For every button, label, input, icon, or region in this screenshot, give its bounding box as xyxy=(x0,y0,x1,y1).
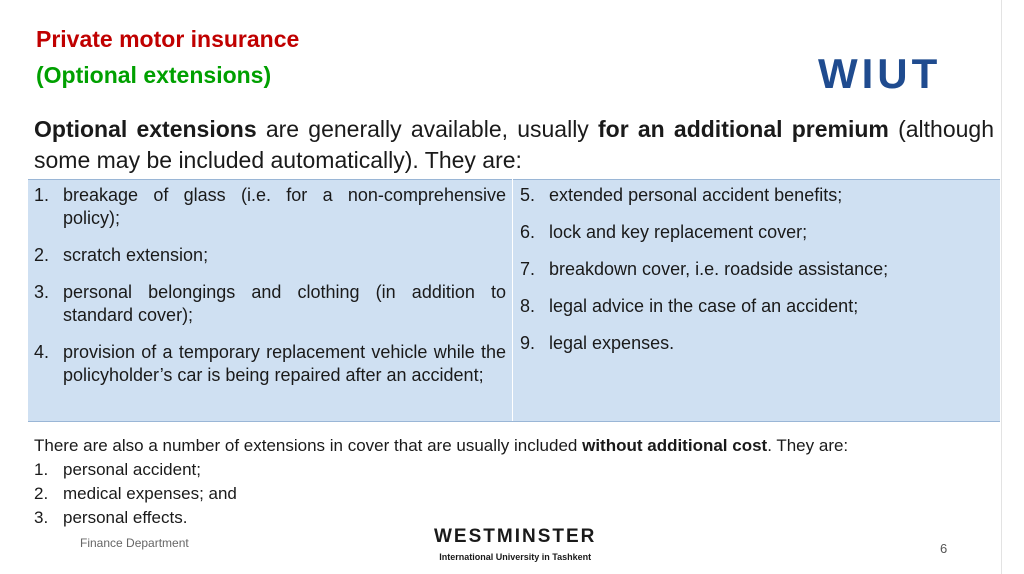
list-number: 1. xyxy=(34,185,50,205)
list-item xyxy=(520,221,990,244)
intro-text-1: are generally available, usually xyxy=(256,116,599,142)
list-number: 2. xyxy=(34,245,50,265)
westminster-logo xyxy=(434,527,596,563)
intro-paragraph xyxy=(34,114,994,176)
logo-line-1: WESTMINSTER xyxy=(434,526,597,547)
slide-right-border xyxy=(1001,0,1002,574)
page-number: 6 xyxy=(940,541,948,556)
list-number: 2. xyxy=(34,484,49,503)
list-number: 3. xyxy=(34,508,49,527)
list-item xyxy=(34,281,506,327)
list-item xyxy=(34,341,506,387)
slide-title: Private motor insurance xyxy=(36,26,300,52)
list-item xyxy=(34,482,994,506)
list-item xyxy=(34,458,994,482)
footer-department: Finance Department xyxy=(80,536,189,550)
list-number: 6. xyxy=(520,222,536,242)
list-number: 9. xyxy=(520,333,536,353)
list-text: breakdown cover, i.e. roadside assistance; xyxy=(549,259,889,279)
list-number: 5. xyxy=(520,185,536,205)
list-item xyxy=(520,258,990,281)
logo-line-2: International University in Tashkent xyxy=(439,552,592,562)
table-column-divider xyxy=(512,179,513,421)
list-text: extended personal accident benefits; xyxy=(549,185,843,205)
intro-bold-1: Optional extensions xyxy=(34,116,257,142)
outro-text-1: There are also a number of extensions in cover that are usually included xyxy=(34,436,583,455)
slide-subtitle: (Optional extensions) xyxy=(36,62,272,88)
intro-bold-2: for an additional premium xyxy=(598,116,889,142)
list-number: 7. xyxy=(520,259,536,279)
outro-bold: without additional cost xyxy=(582,436,768,455)
list-text: medical expenses; and xyxy=(63,484,237,503)
list-item xyxy=(520,184,990,207)
list-number: 8. xyxy=(520,296,536,316)
included-extensions xyxy=(34,434,994,530)
list-text: personal accident; xyxy=(63,460,201,479)
list-text: legal advice in the case of an accident; xyxy=(549,296,859,316)
list-text: personal belongings and clothing (in addition to standard cover); xyxy=(63,282,506,325)
outro-text-2: . They are: xyxy=(767,436,849,455)
extensions-right-column xyxy=(520,184,990,369)
list-number: 4. xyxy=(34,342,50,362)
list-item xyxy=(520,295,990,318)
intro-text-2: (although some may be included automatically). They are: xyxy=(34,116,994,173)
wiut-logo: WIUT xyxy=(818,50,942,97)
list-item xyxy=(520,332,990,355)
list-text: legal expenses. xyxy=(549,333,675,353)
list-text: lock and key replacement cover; xyxy=(549,222,808,242)
list-text: personal effects. xyxy=(63,508,188,527)
outro-paragraph xyxy=(34,434,994,458)
list-item xyxy=(34,184,506,230)
list-item xyxy=(34,244,506,267)
list-text: breakage of glass (i.e. for a non-comprehensive policy); xyxy=(63,185,506,228)
extensions-left-column xyxy=(34,184,506,401)
list-number: 3. xyxy=(34,282,50,302)
list-number: 1. xyxy=(34,460,49,479)
list-text: provision of a temporary replacement vehicle while the policyholder’s car is being repaired after an accident; xyxy=(63,342,506,385)
list-text: scratch extension; xyxy=(63,245,209,265)
